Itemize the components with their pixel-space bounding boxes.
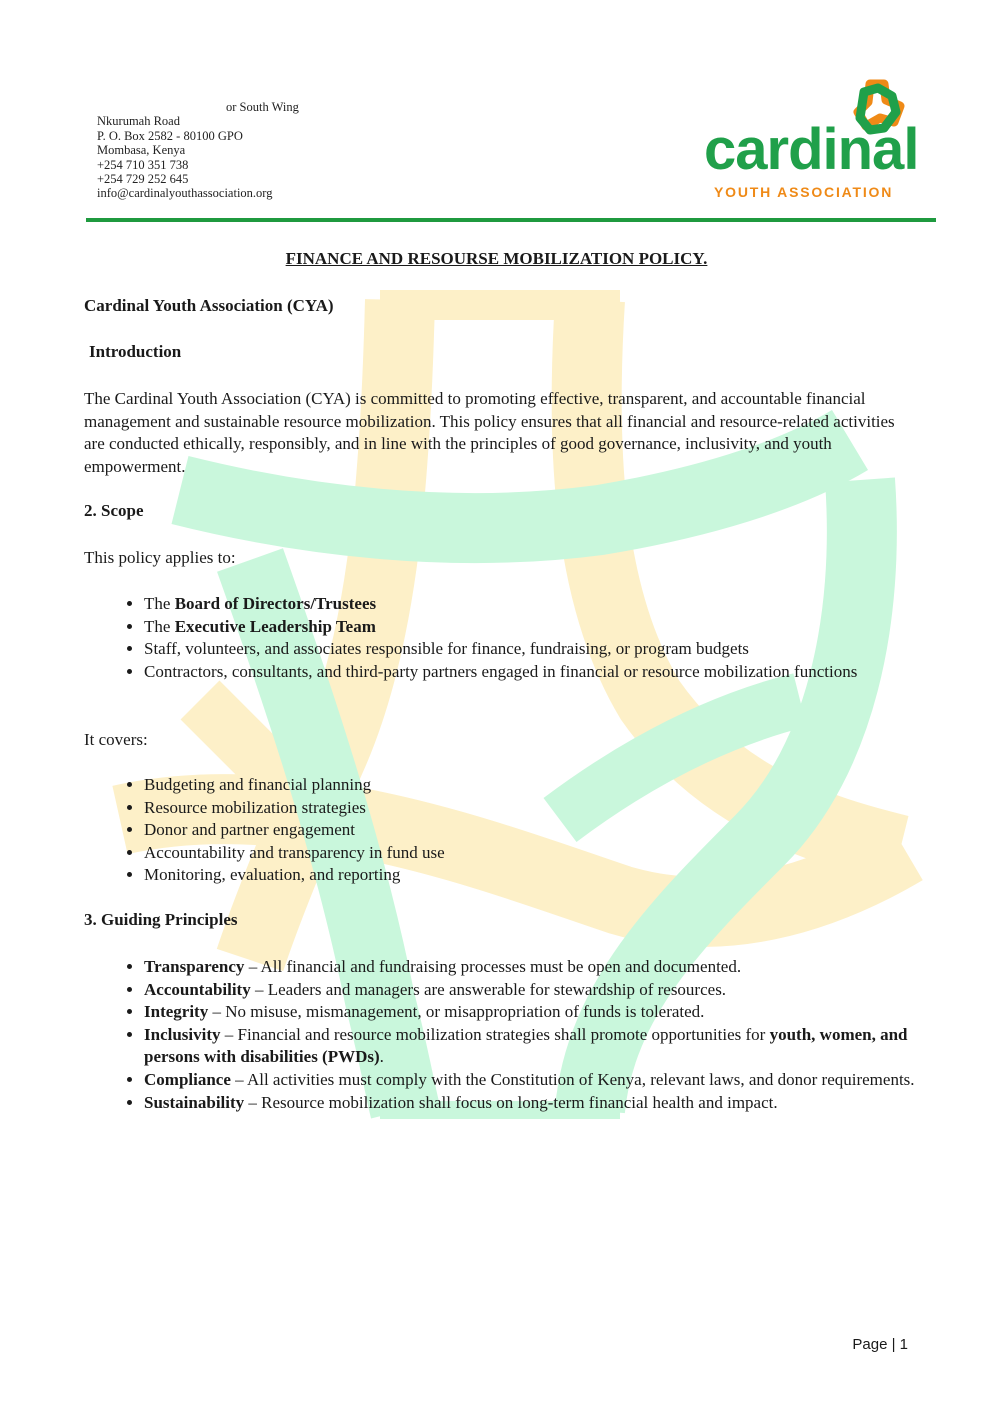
list-item: • Resource mobilization strategies	[144, 797, 964, 820]
phone-line: +254 729 252 645	[97, 172, 189, 187]
address-line: Mombasa, Kenya	[97, 143, 186, 158]
intro-heading: Introduction	[89, 342, 182, 361]
cardinal-logo	[700, 78, 930, 208]
principles-list	[84, 956, 964, 1114]
intro-paragraph: The Cardinal Youth Association (CYA) is committed to promoting effective, transparent, and accountable financial management and sustainable resource mobilization. This policy ensures that all financial and resource-related activities are conducted ethically, responsibly, and in line with the principles of good governance, inclusivity, and youth empowerment.	[84, 389, 895, 476]
list-item: • Accountability – Leaders and managers are answerable for stewardship of resources.	[144, 979, 964, 1002]
document-title: FINANCE AND RESOURSE MOBILIZATION POLICY.	[285, 249, 708, 268]
covers-text: It covers:	[84, 730, 148, 749]
list-item: • Monitoring, evaluation, and reporting	[144, 864, 964, 887]
list-item: • The Board of Directors/Trustees	[144, 593, 964, 616]
list-item: • Integrity – No misuse, mismanagement, or misappropriation of funds is tolerated.	[144, 1001, 964, 1024]
principles-heading: 3. Guiding Principles	[84, 910, 238, 929]
logo-wordmark: cardinal	[704, 117, 919, 182]
list-item: • Sustainability – Resource mobilization shall focus on long-term financial health and impact.	[144, 1092, 964, 1115]
applies-to-text: This policy applies to:	[84, 548, 236, 567]
scope-heading: 2. Scope	[84, 501, 144, 520]
header-divider	[86, 218, 936, 222]
list-item: • Accountability and transparency in fund use	[144, 842, 964, 865]
phone-line: +254 710 351 738	[97, 157, 189, 172]
address-line: or South Wing	[226, 100, 299, 114]
address-line: Nkurumah Road	[97, 114, 180, 129]
page-number: Page | 1	[852, 1336, 908, 1353]
list-item: • Donor and partner engagement	[144, 819, 964, 842]
email-line: info@cardinalyouthassociation.org	[97, 186, 273, 201]
list-item: • Compliance – All activities must comply with the Constitution of Kenya, relevant laws, and donor requirements.	[144, 1069, 964, 1092]
list-item: • Contractors, consultants, and third-party partners engaged in financial or resource mobilization functions	[144, 661, 964, 684]
covers-list	[84, 774, 964, 887]
list-item: • Inclusivity – Financial and resource mobilization strategies shall promote opportunities for youth, women, and persons with disabilities (PWDs).	[144, 1024, 964, 1069]
logo-subtitle: YOUTH ASSOCIATION	[714, 184, 894, 200]
org-heading: Cardinal Youth Association (CYA)	[84, 296, 334, 315]
list-item: • Staff, volunteers, and associates responsible for finance, fundraising, or program budgets	[144, 638, 964, 661]
applies-to-list	[84, 593, 964, 683]
address-line: P. O. Box 2582 - 80100 GPO	[97, 128, 243, 143]
list-item: • The Executive Leadership Team	[144, 616, 964, 639]
address-block	[97, 100, 299, 201]
list-item: • Budgeting and financial planning	[144, 774, 964, 797]
list-item: • Transparency – All financial and fundraising processes must be open and documented.	[144, 956, 964, 979]
